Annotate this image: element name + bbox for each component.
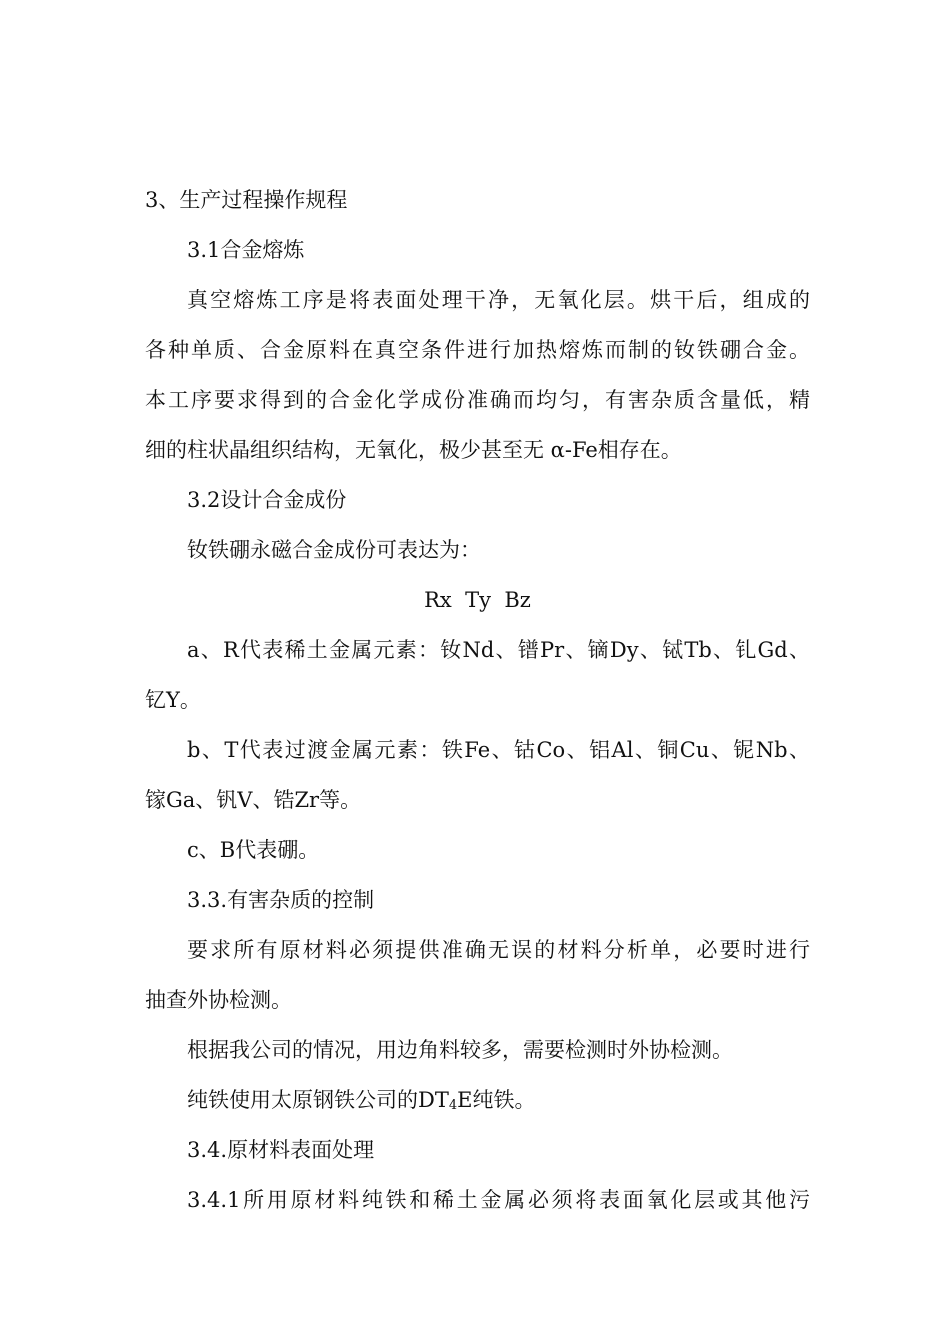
paragraph-line: 本工序要求得到的合金化学成份准确而均匀，有害杂质含量低，精 [145, 388, 810, 412]
paragraph-line: 要求所有原材料必须提供准确无误的材料分析单，必要时进行 [187, 938, 810, 962]
paragraph-line: 根据我公司的情况，用边角料较多，需要检测时外协检测。 [187, 1038, 733, 1062]
heading-3-1: 3.1合金熔炼 [187, 238, 305, 262]
heading-3-4: 3.4.原材料表面处理 [187, 1138, 375, 1162]
section-title: 3、生产过程操作规程 [145, 188, 348, 212]
item-b-line: b、T代表过渡金属元素：铁Fe、钴Co、铝Al、铜Cu、铌Nb、 [187, 738, 810, 762]
paragraph-line: 各种单质、合金原料在真空条件进行加热熔炼而制的钕铁硼合金。 [145, 338, 810, 362]
paragraph-line: 抽查外协检测。 [145, 988, 292, 1012]
item-a-line: 钇Y。 [145, 688, 201, 712]
pure-iron-subscript: 4 [448, 1098, 458, 1113]
paragraph-line: 3.4.1所用原材料纯铁和稀土金属必须将表面氧化层或其他污 [187, 1188, 810, 1212]
pure-iron-text-after: E纯铁。 [457, 1088, 536, 1112]
paragraph-line: 细的柱状晶组织结构，无氧化，极少甚至无 α-Fe相存在。 [145, 438, 682, 462]
item-c-line: c、B代表硼。 [187, 838, 320, 862]
pure-iron-line [187, 1085, 810, 1115]
heading-3-3: 3.3.有害杂质的控制 [187, 888, 375, 912]
paragraph-line: 真空熔炼工序是将表面处理干净，无氧化层。烘干后，组成的 [187, 288, 810, 312]
heading-3-2: 3.2设计合金成份 [187, 488, 347, 512]
pure-iron-text-before: 纯铁使用太原钢铁公司的DT [187, 1088, 449, 1112]
composition-intro: 钕铁硼永磁合金成份可表达为： [187, 538, 481, 562]
item-a-line: a、R代表稀土金属元素：钕Nd、镨Pr、镝Dy、铽Tb、钆Gd、 [187, 638, 810, 662]
item-b-line: 镓Ga、钒V、锆Zr等。 [145, 788, 362, 812]
composition-formula: Rx Ty Bz [424, 588, 531, 612]
